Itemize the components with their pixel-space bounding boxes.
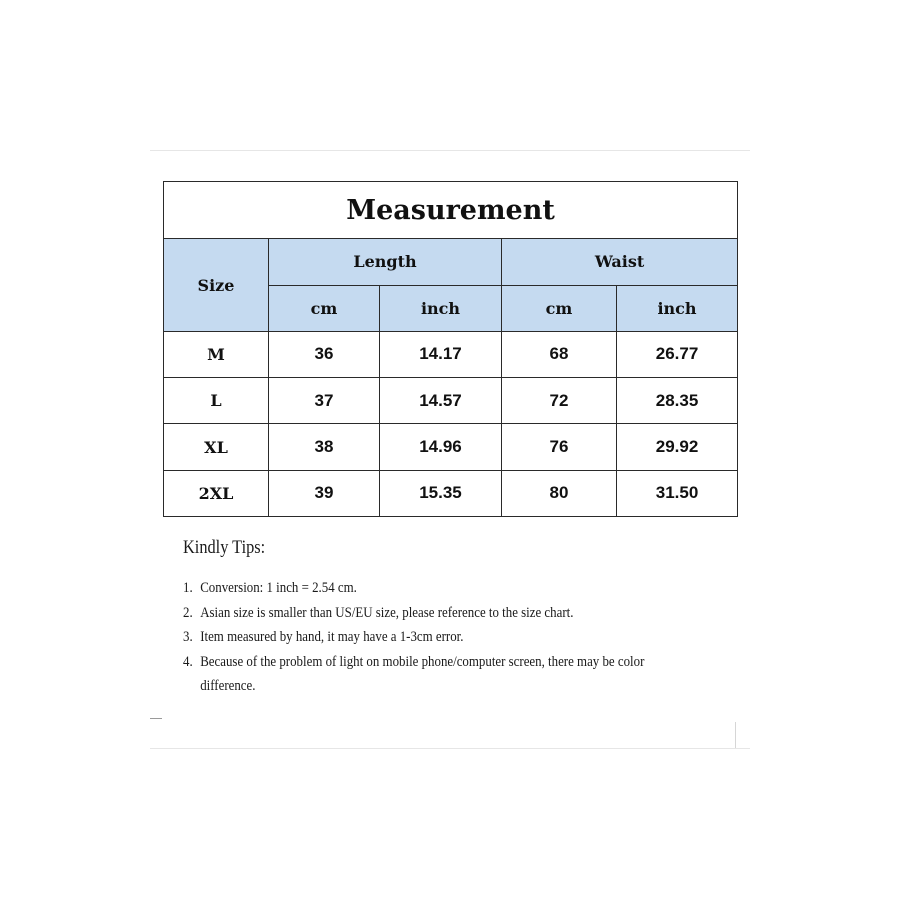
- tip-text: Because of the problem of light on mobile phone/computer screen, there may be color difference.: [200, 653, 645, 694]
- waist-cm-cell: 68: [502, 331, 617, 377]
- length-inch-cell: 14.57: [380, 378, 502, 424]
- length-inch-header: inch: [380, 285, 502, 331]
- list-item: [183, 625, 665, 650]
- tip-text: Item measured by hand, it may have a 1-3cm error.: [200, 629, 464, 645]
- tip-text: Conversion: 1 inch = 2.54 cm.: [200, 580, 357, 596]
- waist-cm-cell: 80: [502, 470, 617, 516]
- bottom-divider: [150, 748, 750, 749]
- kindly-tips: [183, 537, 703, 699]
- size-cell: M: [164, 331, 269, 377]
- length-header: Length: [269, 239, 502, 285]
- table-row: [164, 424, 738, 470]
- length-cm-cell: 39: [269, 470, 380, 516]
- length-cm-cell: 37: [269, 378, 380, 424]
- size-cell: XL: [164, 424, 269, 470]
- tip-index: 3.: [183, 629, 193, 645]
- list-item: [183, 601, 665, 626]
- tip-index: 2.: [183, 604, 193, 621]
- length-cm-cell: 38: [269, 424, 380, 470]
- waist-header: Waist: [502, 239, 738, 285]
- list-item: [183, 650, 665, 699]
- waist-cm-cell: 72: [502, 378, 617, 424]
- size-chart-table: [163, 181, 738, 517]
- length-inch-cell: 15.35: [380, 470, 502, 516]
- tips-title: Kindly Tips:: [183, 537, 266, 558]
- waist-cm-cell: 76: [502, 424, 617, 470]
- size-cell: L: [164, 378, 269, 424]
- size-header: Size: [164, 239, 269, 332]
- table-row: [164, 470, 738, 516]
- waist-inch-cell: 28.35: [617, 378, 738, 424]
- tip-index: 4.: [183, 653, 193, 670]
- tip-text: Asian size is smaller than US/EU size, please reference to the size chart.: [200, 604, 574, 621]
- tip-index: 1.: [183, 580, 193, 596]
- waist-inch-cell: 26.77: [617, 331, 738, 377]
- title-row: [164, 182, 738, 239]
- list-item: [183, 576, 665, 601]
- size-cell: 2XL: [164, 470, 269, 516]
- waist-inch-header: inch: [617, 285, 738, 331]
- table-row: [164, 378, 738, 424]
- waist-inch-cell: 31.50: [617, 470, 738, 516]
- table-row: [164, 331, 738, 377]
- edge-mark: [735, 722, 736, 748]
- corner-mark: [150, 718, 162, 719]
- group-header-row: [164, 239, 738, 285]
- length-inch-cell: 14.17: [380, 331, 502, 377]
- length-cm-header: cm: [269, 285, 380, 331]
- waist-inch-cell: 29.92: [617, 424, 738, 470]
- length-inch-cell: 14.96: [380, 424, 502, 470]
- table-title: Measurement: [164, 182, 738, 239]
- length-cm-cell: 36: [269, 331, 380, 377]
- tips-list: [183, 576, 703, 699]
- top-divider: [150, 150, 750, 151]
- waist-cm-header: cm: [502, 285, 617, 331]
